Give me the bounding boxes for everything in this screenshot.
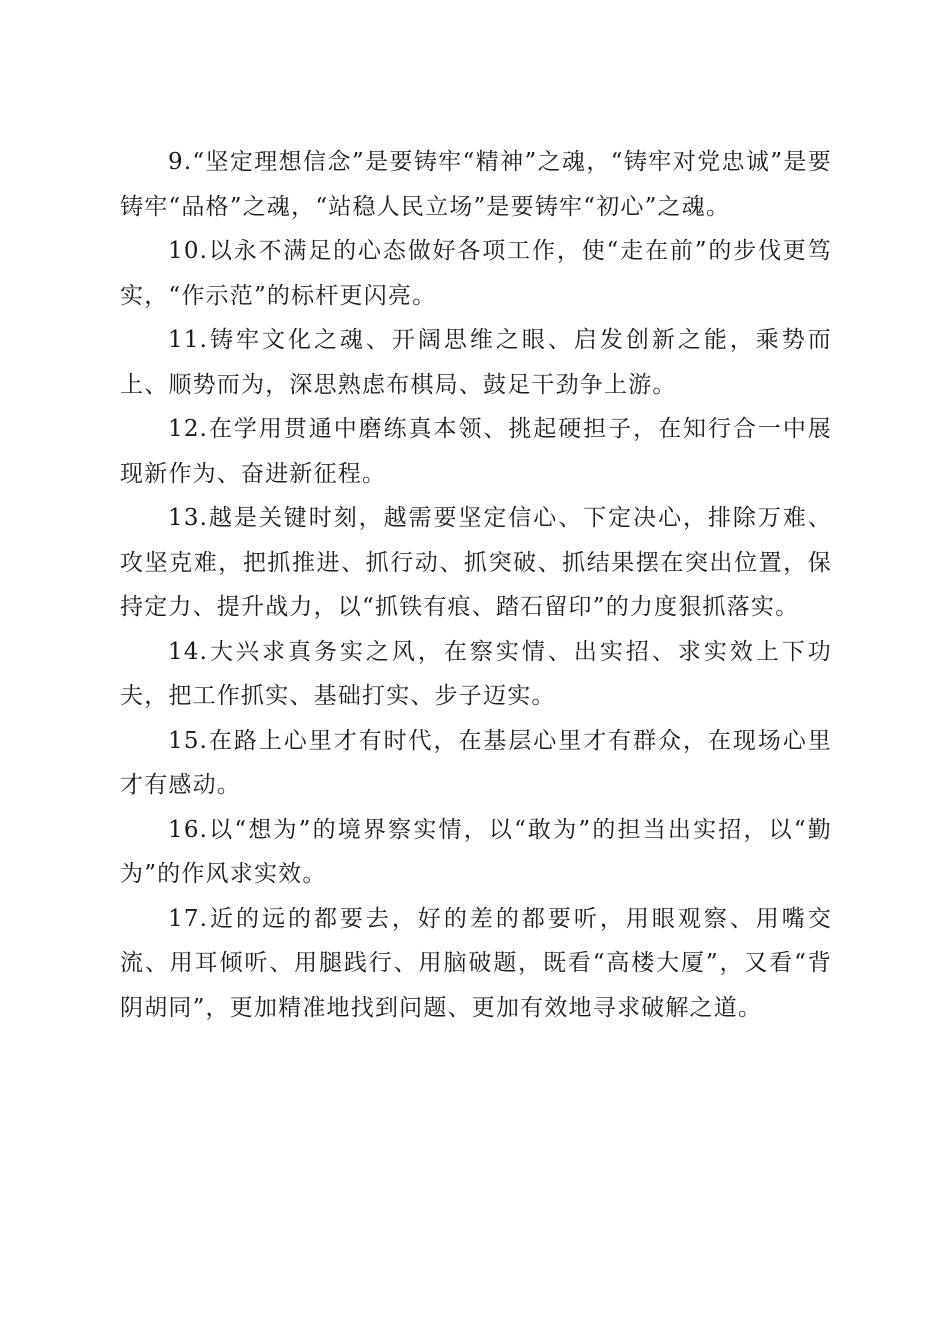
document-body — [120, 140, 832, 1030]
paragraph-9: 9.“坚定理想信念”是要铸牢“精神”之魂，“铸牢对党忠诚”是要铸牢“品格”之魂，“站稳人民立场”是要铸牢“初心”之魂。 — [120, 149, 832, 220]
paragraph-12: 12.在学用贯通中磨练真本领、挑起硬担子，在知行合一中展现新作为、奋进新征程。 — [120, 416, 832, 487]
paragraph-14: 14.大兴求真务实之风，在察实情、出实招、求实效上下功夫，把工作抓实、基础打实、步子迈实。 — [120, 638, 832, 709]
paragraph-17: 17.近的远的都要去，好的差的都要听，用眼观察、用嘴交流、用耳倾听、用腿践行、用脑破题，既看“高楼大厦”，又看“背阴胡同”，更加精准地找到问题、更加有效地寻求破解之道。 — [120, 905, 832, 1021]
paragraph-11: 11.铸牢文化之魂、开阔思维之眼、启发创新之能，乘势而上、顺势而为，深思熟虑布棋局、鼓足干劲争上游。 — [120, 327, 832, 398]
paragraph-15: 15.在路上心里才有时代，在基层心里才有群众，在现场心里才有感动。 — [120, 727, 832, 798]
paragraph-13: 13.越是关键时刻，越需要坚定信心、下定决心，排除万难、攻坚克难，把抓推进、抓行动、抓突破、抓结果摆在突出位置，保持定力、提升战力，以“抓铁有痕、踏石留印”的力度狠抓落实。 — [120, 505, 832, 620]
paragraph-16: 16.以“想为”的境界察实情，以“敢为”的担当出实招，以“勤为”的作风求实效。 — [120, 816, 832, 887]
paragraph-10: 10.以永不满足的心态做好各项工作，使“走在前”的步伐更笃实，“作示范”的标杆更闪亮。 — [120, 238, 832, 309]
